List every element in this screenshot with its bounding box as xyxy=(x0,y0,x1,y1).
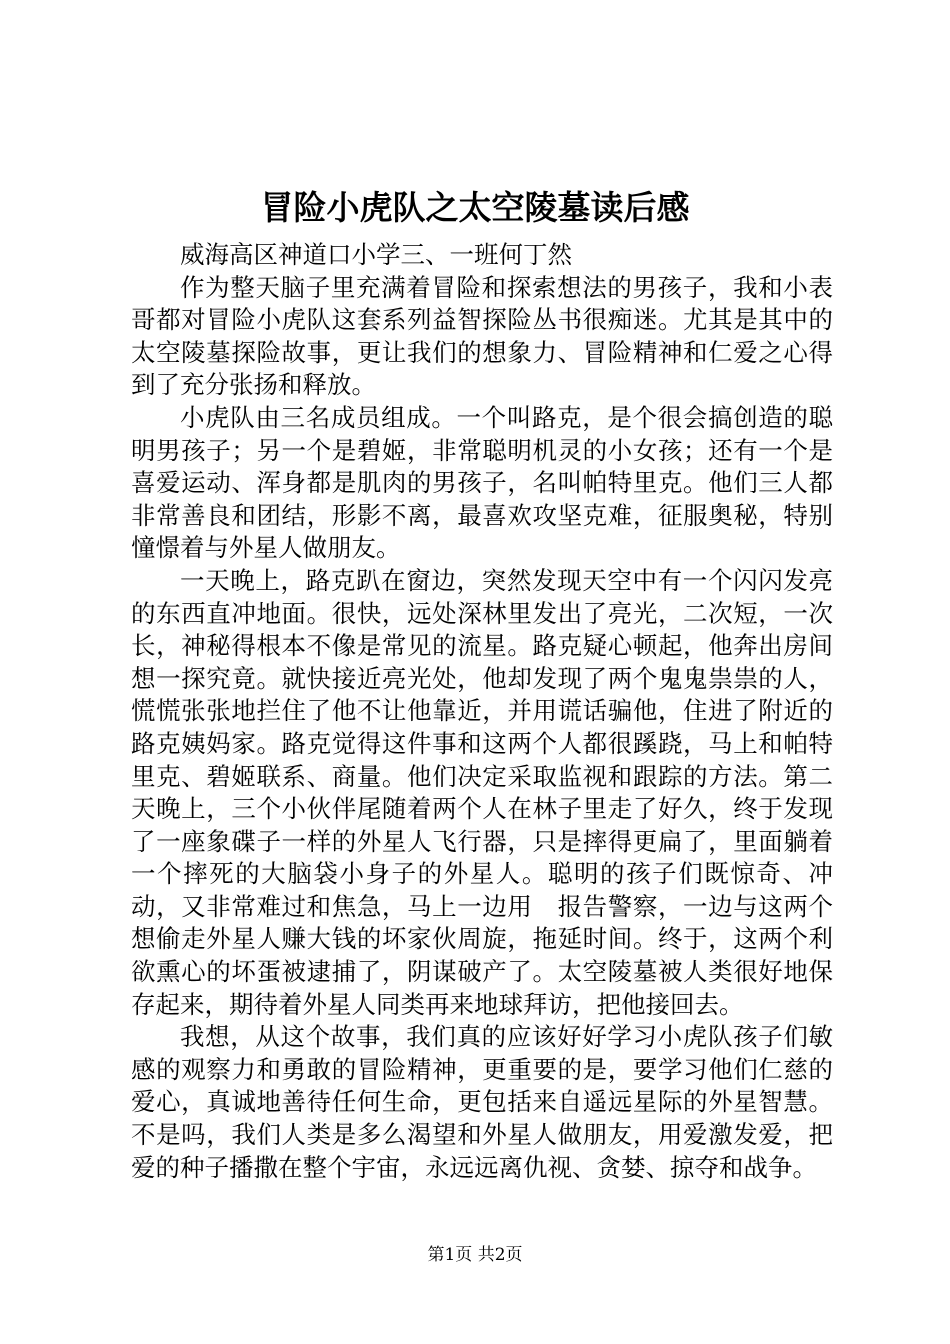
page-indicator: 第1页 共2页 xyxy=(427,1245,523,1265)
paragraph: 小虎队由三名成员组成。一个叫路克，是个很会搞创造的聪明男孩子；另一个是碧姬，非常聪明机灵的小女孩；还有一个是喜爱运动、浑身都是肌肉的男孩子，名叫帕特里克。他们三人都非常善良和团结，形影不离，最喜欢攻坚克难，征服奥秘，特别憧憬着与外星人做朋友。 xyxy=(131,402,833,563)
paragraph: 我想，从这个故事，我们真的应该好好学习小虎队孩子们敏感的观察力和勇敢的冒险精神，更重要的是，要学习他们仁慈的爱心，真诚地善待任何生命，更包括来自遥远星际的外星智慧。不是吗，我们人类是多么渴望和外星人做朋友，用爱激发爱，把爱的种子播撒在整个宇宙，永远远离仇视、贪婪、掠夺和战争。 xyxy=(131,1022,833,1182)
document-body xyxy=(131,239,833,1184)
document-title: 冒险小虎队之太空陵墓读后感 xyxy=(260,188,690,227)
byline: 威海高区神道口小学三、一班何丁然 xyxy=(180,240,572,269)
paragraph: 一天晚上，路克趴在窗边，突然发现天空中有一个闪闪发亮的东西直冲地面。很快，远处深林里发出了亮光，二次短，一次长，神秘得根本不像是常见的流星。路克疑心顿起，他奔出房间想一探究竟。就快接近亮光处，他却发现了两个鬼鬼祟祟的人，慌慌张张地拦住了他不让他靠近，并用谎话骗他，住进了附近的路克姨妈家。路克觉得这件事和这两个人都很蹊跷，马上和帕特里克、碧姬联系、商量。他们决定采取监视和跟踪的方法。第二天晚上，三个小伙伴尾随着两个人在林子里走了好久，终于发现了一座象碟子一样的外星人飞行器，只是摔得更扁了，里面躺着一个摔死的大脑袋小身子的外星人。聪明的孩子们既惊奇、冲动，又非常难过和焦急，马上一边用 报告警察，一边与这两个想偷走外星人赚大钱的坏家伙周旋，拖延时间。终于，这两个利欲熏心的坏蛋被逮捕了，阴谋破产了。太空陵墓被人类很好地保存起来，期待着外星人同类再来地球拜访，把他接回去。 xyxy=(131,565,833,1019)
paragraph: 作为整天脑子里充满着冒险和探索想法的男孩子，我和小表哥都对冒险小虎队这套系列益智探险丛书很痴迷。尤其是其中的太空陵墓探险故事，更让我们的想象力、冒险精神和仁爱之心得到了充分张扬和释放。 xyxy=(131,272,833,400)
